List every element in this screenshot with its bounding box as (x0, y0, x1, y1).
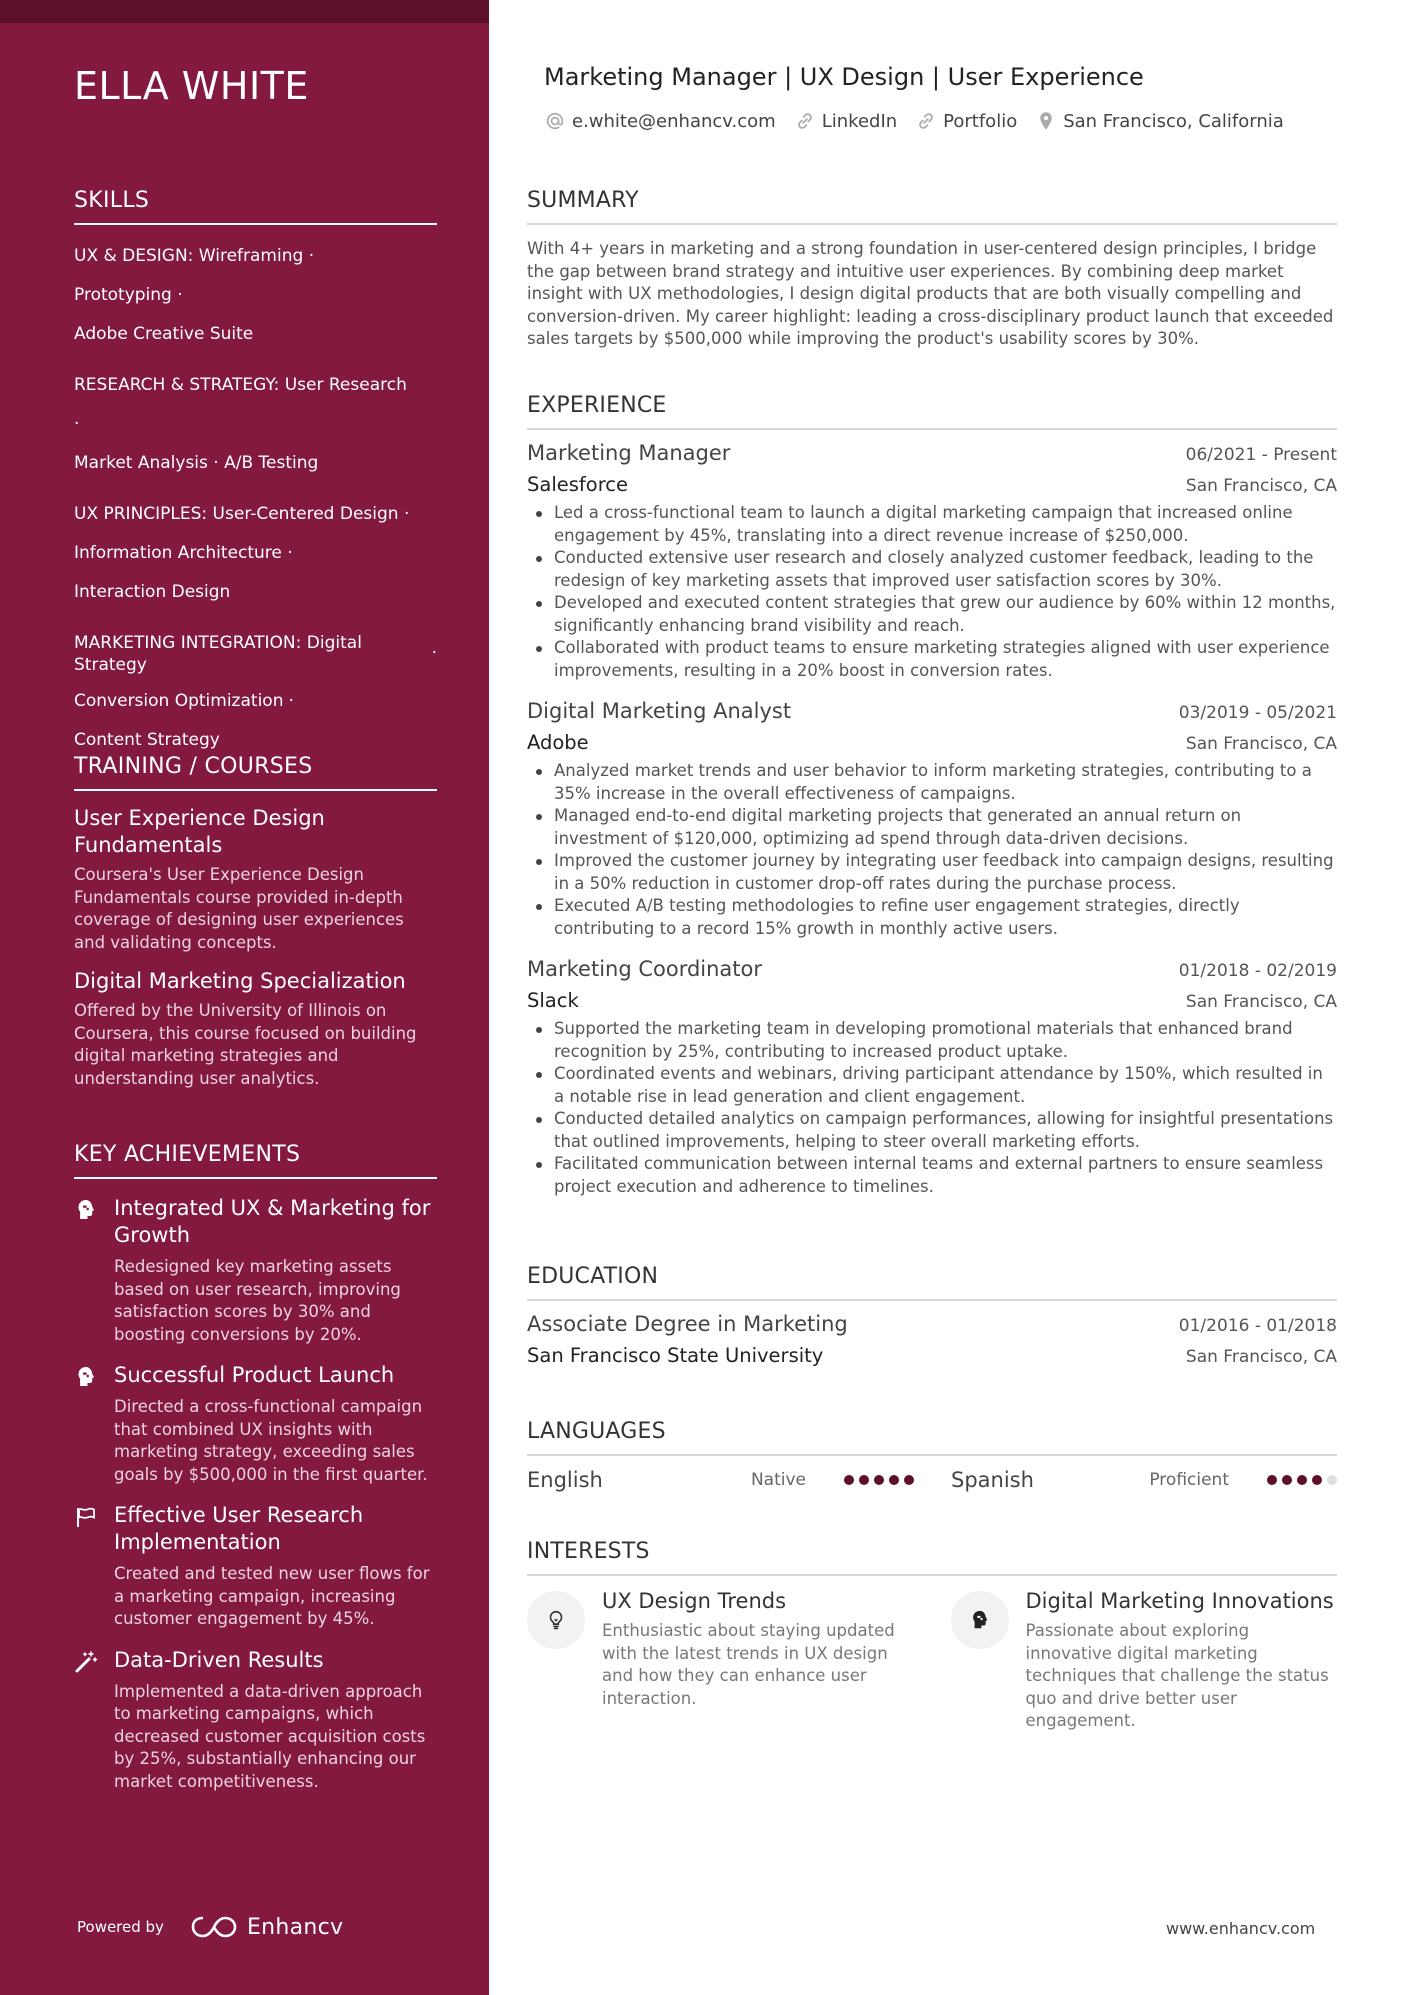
skills-section (74, 188, 437, 770)
experience-title: EXPERIENCE (527, 393, 1337, 430)
achievement-description: Directed a cross-functional campaign that combined UX insights with marketing strategy, exceeding sales goals by $500,000 in the first quarter. (114, 1397, 428, 1484)
rating-dot (874, 1475, 884, 1485)
job-location: San Francisco, CA (1185, 476, 1337, 496)
enhancv-logo-icon (191, 1914, 237, 1940)
rating-dot (859, 1475, 869, 1485)
skill-group (74, 495, 437, 612)
skill-group (74, 237, 437, 354)
course-description: Offered by the University of Illinois on Coursera, this course focused on building digital marketing strategies and understanding user analytics. (74, 1001, 417, 1088)
job-bullet: Analyzed market trends and user behavior to inform marketing strategies, contributing to a 35% increase in the overall effectiveness of campaigns. (527, 760, 1337, 805)
job-company: Adobe (527, 731, 589, 754)
sidebar-top-bar (0, 0, 489, 23)
achievements-section (74, 1142, 437, 1793)
job-bullet: Supported the marketing team in developing promotional materials that enhanced brand recognition by 25%, contributing to increased product uptake. (527, 1018, 1337, 1063)
achievement-item (74, 1502, 437, 1631)
skill-line (74, 682, 437, 721)
sidebar (0, 0, 489, 1995)
location-pin-icon (1035, 110, 1057, 132)
skill-line: Content Strategy (74, 730, 220, 750)
contact-location (1035, 110, 1284, 132)
link-icon (794, 110, 816, 132)
skill-text: MARKETING INTEGRATION: Digital Strategy (74, 633, 362, 675)
languages-list (527, 1468, 1337, 1492)
job-bullets (527, 1018, 1337, 1198)
job-bullet: Improved the customer journey by integrating user feedback into campaign designs, resulting in a 50% reduction in customer drop-off rates during the purchase process. (527, 850, 1337, 895)
rating-dot (1327, 1475, 1337, 1485)
course-description: Coursera's User Experience Design Fundamentals course provided in-depth coverage of designing user experiences and validating concepts. (74, 865, 404, 952)
enhancv-brand-name: Enhancv (246, 1914, 344, 1940)
job-company: Salesforce (527, 473, 629, 496)
achievement-description: Redesigned key marketing assets based on user research, improving satisfaction scores by 30% and boosting conversions by 20%. (114, 1257, 401, 1344)
achievement-title: Effective User Research Implementation (114, 1503, 364, 1554)
job-date: 03/2019 - 05/2021 (1178, 703, 1337, 723)
flag-icon (74, 1505, 98, 1529)
achievement-item (74, 1362, 437, 1486)
summary-section (527, 188, 1337, 351)
interest-title: Digital Marketing Innovations (1025, 1589, 1334, 1613)
website-link[interactable]: www.enhancv.com (1166, 1919, 1316, 1938)
summary-text: With 4+ years in marketing and a strong foundation in user-centered design principles, I bridge the gap between brand strategy and intuitive user experiences. By combining deep market insight with UX methodologies, I design digital products that are both visually compelling and conversion-driven. My career highlight: leading a cross-disciplinary product launch that exceeded sales targets by $500,000 while improving the product's usability scores by 30%. (527, 239, 1334, 348)
brain-head-icon (74, 1365, 98, 1389)
skill-line: Interaction Design (74, 582, 231, 602)
interest-title: UX Design Trends (602, 1589, 787, 1613)
magic-wand-icon (74, 1650, 98, 1674)
experience-section (527, 393, 1337, 1198)
language-name: English (527, 1468, 603, 1492)
job-title: Marketing Manager (527, 441, 731, 465)
skill-line: UX PRINCIPLES: User-Centered Design · (74, 504, 410, 524)
rating-dot (889, 1475, 899, 1485)
school-location: San Francisco, CA (1185, 1347, 1337, 1367)
job-entry (527, 957, 1337, 1198)
language-item (527, 1468, 914, 1492)
job-bullet: Coordinated events and webinars, driving participant attendance by 150%, which resulted in a notable rise in lead generation and client engagement. (527, 1063, 1337, 1108)
linkedin-text: LinkedIn (821, 110, 898, 132)
job-title: Digital Marketing Analyst (527, 699, 792, 723)
lightbulb-icon (545, 1609, 567, 1631)
skill-line: UX & DESIGN: Wireframing · Prototyping · (74, 246, 315, 305)
interests-list (527, 1588, 1337, 1733)
rating-dot (1282, 1475, 1292, 1485)
education-entry (527, 1312, 1337, 1367)
skill-line: Information Architecture · (74, 543, 293, 563)
summary-title: SUMMARY (527, 188, 1337, 225)
interest-body (602, 1588, 914, 1733)
achievement-item (74, 1195, 437, 1346)
language-item (951, 1468, 1337, 1492)
location-text: San Francisco, California (1063, 110, 1284, 132)
rating-dot (1312, 1475, 1322, 1485)
skill-text: Conversion Optimization (74, 691, 284, 711)
skill-group (74, 624, 437, 760)
job-location: San Francisco, CA (1185, 992, 1337, 1012)
achievement-description: Implemented a data-driven approach to marketing campaigns, which decreased customer acquisition costs by 25%, substantially enhancing our market competitiveness. (114, 1681, 426, 1791)
powered-by (77, 1914, 343, 1940)
skill-line: RESEARCH & STRATEGY: User Research · (74, 375, 407, 434)
job-bullet: Collaborated with product teams to ensure marketing strategies aligned with user experience improvements, resulting in a 20% boost in conversion rates. (527, 637, 1337, 682)
job-date: 06/2021 - Present (1185, 445, 1337, 465)
skills-title: SKILLS (74, 188, 437, 225)
job-bullet: Developed and executed content strategies that grew our audience by 60% within 12 months, significantly enhancing brand visibility and reach. (527, 592, 1337, 637)
skill-line (74, 624, 437, 682)
interest-body (1026, 1588, 1338, 1733)
job-bullet: Executed A/B testing methodologies to refine user engagement strategies, directly contributing to a record 15% growth in monthly active users. (527, 895, 1337, 940)
interest-description: Enthusiastic about staying updated with the latest trends in UX design and how they can enhance user interaction. (602, 1621, 895, 1708)
brain-head-icon (969, 1609, 991, 1631)
education-section (527, 1264, 1337, 1367)
interest-item (527, 1588, 914, 1733)
training-title: TRAINING / COURSES (74, 754, 437, 791)
job-entry (527, 699, 1337, 940)
link-icon (915, 110, 937, 132)
candidate-name: ELLA WHITE (74, 64, 309, 108)
education-date: 01/2016 - 01/2018 (1178, 1316, 1337, 1336)
course-title: User Experience Design Fundamentals (74, 806, 325, 857)
email-text: e.white@enhancv.com (572, 110, 776, 132)
rating-dot (844, 1475, 854, 1485)
job-title: Marketing Coordinator (527, 957, 763, 981)
skill-separator: · (288, 691, 294, 711)
course-item (74, 968, 437, 1090)
education-title: EDUCATION (527, 1264, 1337, 1301)
job-entry (527, 441, 1337, 682)
interest-icon-circle (951, 1591, 1009, 1649)
interest-description: Passionate about exploring innovative digital marketing techniques that challenge the status quo and drive better user engagement. (1025, 1621, 1329, 1730)
achievement-title: Integrated UX & Marketing for Growth (114, 1196, 431, 1247)
job-bullet: Facilitated communication between internal teams and external partners to ensure seamless project execution and adherence to timelines. (527, 1153, 1337, 1198)
course-item (74, 805, 437, 954)
contact-linkedin[interactable] (794, 110, 897, 132)
job-bullets (527, 760, 1337, 940)
language-level: Proficient (1149, 1470, 1229, 1490)
training-section (74, 754, 437, 1090)
brain-head-icon (74, 1198, 98, 1222)
achievement-description: Created and tested new user flows for a marketing campaign, increasing customer engagement by 45%. (114, 1564, 430, 1628)
languages-title: LANGUAGES (527, 1419, 1337, 1456)
interests-section (527, 1539, 1337, 1733)
rating-dot (904, 1475, 914, 1485)
achievements-title: KEY ACHIEVEMENTS (74, 1142, 437, 1179)
interests-title: INTERESTS (527, 1539, 1337, 1576)
portfolio-text: Portfolio (943, 110, 1018, 132)
language-rating (1267, 1475, 1337, 1485)
job-bullet: Conducted detailed analytics on campaign performances, allowing for insightful presentations that outlined improvements, helping to steer overall marketing efforts. (527, 1108, 1337, 1153)
degree-title: Associate Degree in Marketing (527, 1312, 848, 1336)
achievement-title: Successful Product Launch (114, 1363, 395, 1387)
language-name: Spanish (951, 1468, 1034, 1492)
skill-line: Adobe Creative Suite (74, 324, 254, 344)
job-bullet: Managed end-to-end digital marketing projects that generated an annual return on investment of $120,000, optimizing ad spend through data-driven decisions. (527, 805, 1337, 850)
powered-by-label: Powered by (77, 1918, 164, 1936)
at-icon (544, 110, 566, 132)
skill-line: Market Analysis · A/B Testing (74, 453, 319, 473)
interest-item (951, 1588, 1338, 1733)
achievement-item (74, 1647, 437, 1794)
job-bullets (527, 502, 1337, 682)
course-title: Digital Marketing Specialization (74, 969, 406, 993)
contact-portfolio[interactable] (915, 110, 1017, 132)
contact-email[interactable] (544, 110, 776, 132)
job-bullet: Conducted extensive user research and closely analyzed customer feedback, leading to the redesign of key marketing assets that improved user satisfaction scores by 30%. (527, 547, 1337, 592)
language-level: Native (750, 1470, 806, 1490)
job-location: San Francisco, CA (1185, 734, 1337, 754)
contact-bar (544, 110, 1302, 132)
achievement-title: Data-Driven Results (114, 1647, 324, 1672)
language-rating (844, 1475, 914, 1485)
headline: Marketing Manager | UX Design | User Experience (544, 63, 1144, 91)
job-bullet: Led a cross-functional team to launch a digital marketing campaign that increased online engagement by 45%, translating into a direct revenue increase of $250,000. (527, 502, 1337, 547)
skill-group (74, 366, 437, 483)
rating-dot (1297, 1475, 1307, 1485)
rating-dot (1267, 1475, 1277, 1485)
interest-icon-circle (527, 1591, 585, 1649)
job-company: Slack (527, 989, 579, 1012)
job-date: 01/2018 - 02/2019 (1178, 961, 1337, 981)
skill-separator: · (431, 643, 437, 663)
languages-section (527, 1419, 1337, 1492)
school-name: San Francisco State University (527, 1344, 824, 1367)
